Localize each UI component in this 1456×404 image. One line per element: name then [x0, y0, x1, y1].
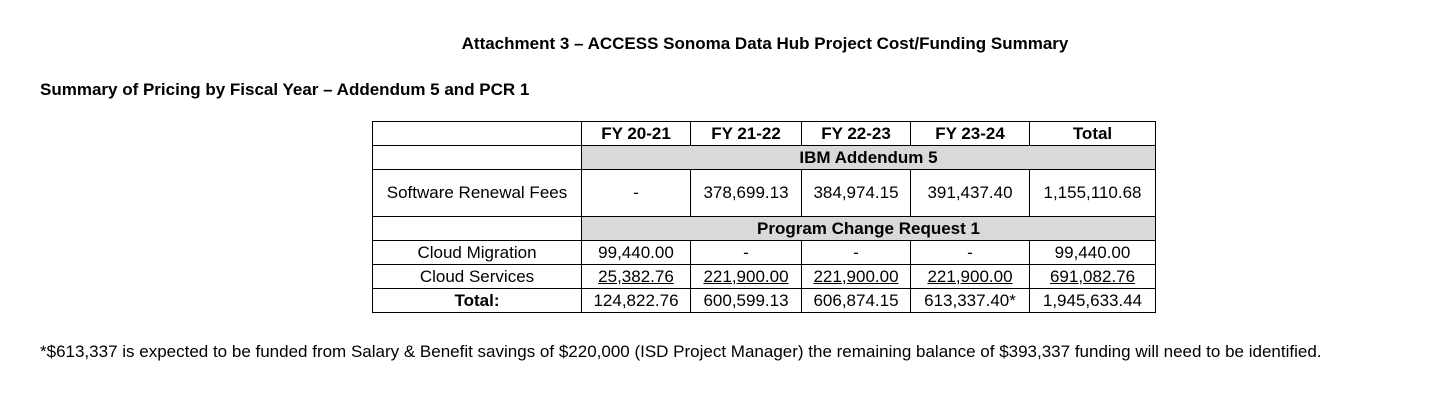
- row-label-total: Total:: [373, 289, 582, 313]
- header-fy-23-24: FY 23-24: [911, 122, 1030, 146]
- row-label-cloud-services: Cloud Services: [373, 265, 582, 289]
- cell-value: 25,382.76: [582, 265, 691, 289]
- section-blank-cell: [373, 146, 582, 170]
- cell-value: 221,900.00: [691, 265, 802, 289]
- table-header-row: [373, 122, 1156, 146]
- cell-value: -: [802, 241, 911, 265]
- cell-value: 600,599.13: [691, 289, 802, 313]
- cell-value: 606,874.15: [802, 289, 911, 313]
- cell-value: -: [691, 241, 802, 265]
- header-fy-22-23: FY 22-23: [802, 122, 911, 146]
- footnote: *$613,337 is expected to be funded from Salary & Benefit savings of $220,000 (ISD Project Manager) the remaining balance of $393,337 funding will need to be identified.: [40, 342, 1322, 361]
- cell-value: 378,699.13: [691, 170, 802, 217]
- section-row-pcr: [373, 217, 1156, 241]
- cell-value: -: [911, 241, 1030, 265]
- cell-value: 221,900.00: [911, 265, 1030, 289]
- table-row: [373, 265, 1156, 289]
- header-fy-20-21: FY 20-21: [582, 122, 691, 146]
- header-fy-21-22: FY 21-22: [691, 122, 802, 146]
- cell-value: 124,822.76: [582, 289, 691, 313]
- row-label-cloud-migration: Cloud Migration: [373, 241, 582, 265]
- cell-value: 691,082.76: [1030, 265, 1156, 289]
- cell-value: 99,440.00: [582, 241, 691, 265]
- header-total: Total: [1030, 122, 1156, 146]
- table-total-row: [373, 289, 1156, 313]
- document-title: Attachment 3 – ACCESS Sonoma Data Hub Project Cost/Funding Summary: [461, 34, 1069, 53]
- row-label-software-renewal: Software Renewal Fees: [373, 170, 582, 217]
- table-row: [373, 241, 1156, 265]
- header-empty-cell: [373, 122, 582, 146]
- cost-funding-table: [372, 121, 1156, 313]
- cell-value: -: [582, 170, 691, 217]
- cell-value: 384,974.15: [802, 170, 911, 217]
- cell-value: 391,437.40: [911, 170, 1030, 217]
- section-label-program-change: Program Change Request 1: [582, 217, 1156, 241]
- cell-value: 1,155,110.68: [1030, 170, 1156, 217]
- section-subtitle: Summary of Pricing by Fiscal Year – Addendum 5 and PCR 1: [40, 80, 530, 99]
- section-row-ibm-addendum: [373, 146, 1156, 170]
- cell-value: 99,440.00: [1030, 241, 1156, 265]
- section-label-ibm-addendum: IBM Addendum 5: [582, 146, 1156, 170]
- table-row: [373, 170, 1156, 217]
- cell-value: 221,900.00: [802, 265, 911, 289]
- section-blank-cell: [373, 217, 582, 241]
- cell-value: 1,945,633.44: [1030, 289, 1156, 313]
- cell-value: 613,337.40*: [911, 289, 1030, 313]
